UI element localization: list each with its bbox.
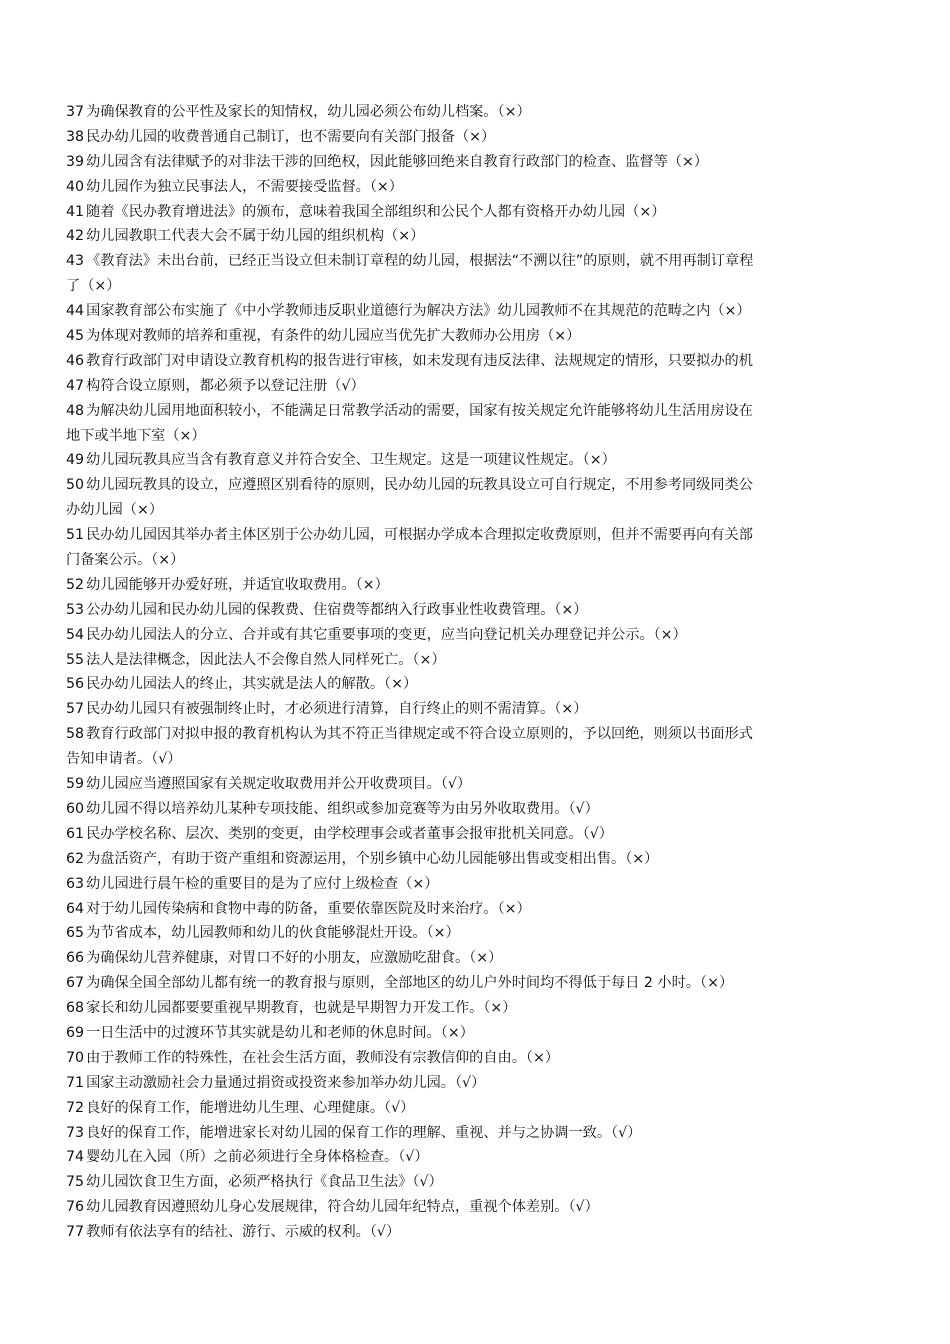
document-line [66,1145,884,1170]
item-text: 民办幼儿园因其举办者主体区别于公办幼儿园，可根据办学成本合理拟定收费原则，但并不需要再向有关部 [86,527,753,544]
item-number: 71 [66,1074,85,1091]
item-number: 49 [66,452,85,469]
document-line [66,349,884,374]
document-line [66,523,884,548]
document-line [66,971,884,996]
item-number: 46 [66,352,85,369]
item-number: 61 [66,825,85,842]
item-number: 73 [66,1124,85,1141]
document-line [66,872,884,897]
item-text: 为确保全国全部幼儿都有统一的教育报与原则，全部地区的幼儿户外时间均不得低于每日 2 小时。（×） [86,975,734,992]
item-text: 婴幼儿在入园（所）之前必须进行全身体格检查。（√） [86,1149,429,1166]
item-text: 随着《民办教育增进法》的颁布，意味着我国全部组织和公民个人都有资格开办幼儿园（×） [86,203,666,220]
document-line [66,200,884,225]
document-line [66,224,884,249]
item-number: 37 [66,104,85,120]
item-text: 幼儿园能够开办爱好班，并适宜收取费用。（×） [86,576,389,593]
document-line [66,772,884,797]
document-line [66,623,884,648]
document-line [66,399,884,424]
item-text: 构符合设立原则，都必须予以登记注册（√） [86,377,365,394]
document-line [66,1195,884,1220]
item-text: 幼儿园不得以培养幼儿某种专项技能、组织或参加竞赛等为由另外收取费用。（√） [86,800,599,817]
document-line [66,697,884,722]
document-line [66,274,884,299]
item-text: 民办幼儿园法人的终止，其实就是法人的解散。（×） [86,676,418,693]
document-line [66,598,884,623]
document-line [66,299,884,324]
document-line [66,175,884,200]
item-number: 76 [66,1199,85,1216]
item-number: 56 [66,676,85,693]
item-number: 62 [66,850,85,867]
item-number: 67 [66,975,85,992]
item-text: 幼儿园玩教具应当含有教育意义并符合安全、卫生规定。这是一项建议性规定。（×） [86,452,616,469]
item-number: 59 [66,776,85,793]
document-line [66,448,884,473]
item-text: 幼儿园作为独立民事法人，不需要接受监督。（×） [86,178,403,195]
item-number: 57 [66,701,85,718]
item-number: 68 [66,1000,85,1017]
item-number: 43 [66,253,85,270]
document-line [66,747,884,772]
item-text: 为解决幼儿园用地面积较小，不能满足日常教学活动的需要，国家有按关规定允许能够将幼儿生活用房设在 [86,402,753,419]
item-text: 由于教师工作的特殊性，在社会生活方面，教师没有宗教信仰的自由。（×） [86,1049,560,1066]
item-text: 教师有依法享有的结社、游行、示威的权利。（√） [86,1224,401,1241]
item-text: 幼儿园教职工代表大会不属于幼儿园的组织机构（×） [86,228,425,245]
item-text: 一日生活中的过渡环节其实就是幼儿和老师的休息时间。（×） [86,1024,474,1041]
item-number: 70 [66,1049,85,1066]
document-line [66,374,884,399]
item-number: 41 [66,203,85,220]
item-text: 幼儿园玩教具的设立，应遵照区别看待的原则，民办幼儿园的玩教具设立可自行规定，不用参考同级同类公 [86,477,753,494]
item-text: 《教育法》未出台前，已经正当设立但未制订章程的幼儿园，根据法“不溯以往”的原则，就不用再制订章程 [86,253,754,270]
document-line [66,324,884,349]
document-line [66,548,884,573]
item-number: 47 [66,377,85,394]
item-number: 50 [66,477,85,494]
item-text: 为确保幼儿营养健康，对胃口不好的小朋友，应激励吃甜食。（×） [86,950,503,967]
document-line [66,722,884,747]
item-text: 民办幼儿园只有被强制终止时，才必须进行清算，自行终止的则不需清算。（×） [86,701,588,718]
document-line [66,946,884,971]
item-text: 地下或半地下室（×） [66,427,206,444]
document-line [66,996,884,1021]
item-number: 65 [66,925,85,942]
item-text: 良好的保育工作，能增进幼儿生理、心理健康。（√） [86,1099,415,1116]
document-line [66,822,884,847]
item-number: 55 [66,651,85,668]
item-text: 为节省成本，幼儿园教师和幼儿的伙食能够混灶开设。（×） [86,925,460,942]
item-text: 为体现对教师的培养和重视，有条件的幼儿园应当优先扩大教师办公用房（×） [86,328,581,345]
document-line [66,125,884,150]
item-number: 60 [66,800,85,817]
document-line [66,921,884,946]
item-number: 75 [66,1174,85,1191]
document-line [66,648,884,673]
item-text: 民办幼儿园法人的分立、合并或有其它重要事项的变更，应当向登记机关办理登记并公示。（×） [86,626,687,643]
document-line [66,897,884,922]
document-line [66,498,884,523]
item-text: 为盘活资产，有助于资产重组和资源运用，个别乡镇中心幼儿园能够出售或变相出售。（×） [86,850,659,867]
document-line [66,424,884,449]
item-text: 良好的保育工作，能增进家长对幼儿园的保育工作的理解、重视、并与之协调一致。（√） [86,1124,642,1141]
item-text: 国家教育部公布实施了《中小学教师违反职业道德行为解决方法》幼儿园教师不在其规范的范畴之内（×） [86,303,751,320]
document-line [66,150,884,175]
document-line [66,1220,884,1245]
item-number: 42 [66,228,85,245]
item-text: 了（×） [66,278,121,295]
item-text: 幼儿园进行晨午检的重要目的是为了应付上级检查（×） [86,875,439,892]
item-text: 幼儿园教育因遵照幼儿身心发展规律，符合幼儿园年纪特点，重视个体差别。（√） [86,1199,599,1216]
item-text: 幼儿园饮食卫生方面，必须严格执行《食品卫生法》（√） [86,1174,443,1191]
item-text: 教育行政部门对申请设立教育机构的报告进行审核，如未发现有违反法律、法规规定的情形，只要拟办的机 [86,352,753,369]
document-line [66,1096,884,1121]
item-number: 44 [66,303,85,320]
item-number: 38 [66,128,85,145]
item-number: 74 [66,1149,85,1166]
item-number: 77 [66,1224,85,1241]
document-line [66,797,884,822]
item-number: 48 [66,402,85,419]
document-line [66,1121,884,1146]
item-number: 54 [66,626,85,643]
item-text: 为确保教育的公平性及家长的知情权，幼儿园必须公布幼儿档案。（×） [86,104,531,120]
item-number: 39 [66,153,85,170]
item-text: 门备案公示。（×） [66,552,185,569]
item-number: 63 [66,875,85,892]
document-line [66,847,884,872]
item-number: 45 [66,328,85,345]
document-line [66,573,884,598]
item-text: 法人是法律概念，因此法人不会像自然人同样死亡。（×） [86,651,446,668]
item-number: 72 [66,1099,85,1116]
item-text: 民办幼儿园的收费普通自己制订，也不需要向有关部门报备（×） [86,128,496,145]
document-body [66,100,884,1245]
item-number: 52 [66,576,85,593]
item-number: 40 [66,178,85,195]
document-line [66,1021,884,1046]
document-line [66,1046,884,1071]
document-line [66,672,884,697]
item-text: 告知申请者。（√） [66,751,182,768]
item-text: 公办幼儿园和民办幼儿园的保教费、住宿费等都纳入行政事业性收费管理。（×） [86,601,588,618]
document-line [66,249,884,274]
item-number: 69 [66,1024,85,1041]
document-line [66,1170,884,1195]
document-line [66,473,884,498]
item-number: 53 [66,601,85,618]
item-number: 64 [66,900,85,917]
item-text: 对于幼儿园传染病和食物中毒的防备，重要依靠医院及时来治疗。（×） [86,900,531,917]
item-text: 教育行政部门对拟申报的教育机构认为其不符正当律规定或不符合设立原则的，予以回绝，则须以书面形式 [86,726,753,743]
item-text: 家长和幼儿园都要要重视早期教育，也就是早期智力开发工作。（×） [86,1000,517,1017]
item-text: 办幼儿园（×） [66,502,164,519]
document-line [66,100,884,125]
item-text: 幼儿园应当遵照国家有关规定收取费用并公开收费项目。（√） [86,776,472,793]
item-number: 58 [66,726,85,743]
item-text: 民办学校名称、层次、类别的变更，由学校理事会或者董事会报审批机关同意。（√） [86,825,613,842]
item-number: 51 [66,527,85,544]
item-number: 66 [66,950,85,967]
item-text: 国家主动激励社会力量通过捐资或投资来参加举办幼儿园。（√） [86,1074,486,1091]
document-line [66,1071,884,1096]
item-text: 幼儿园含有法律赋予的对非法干涉的回绝权，因此能够回绝来自教育行政部门的检查、监督等（×） [86,153,709,170]
